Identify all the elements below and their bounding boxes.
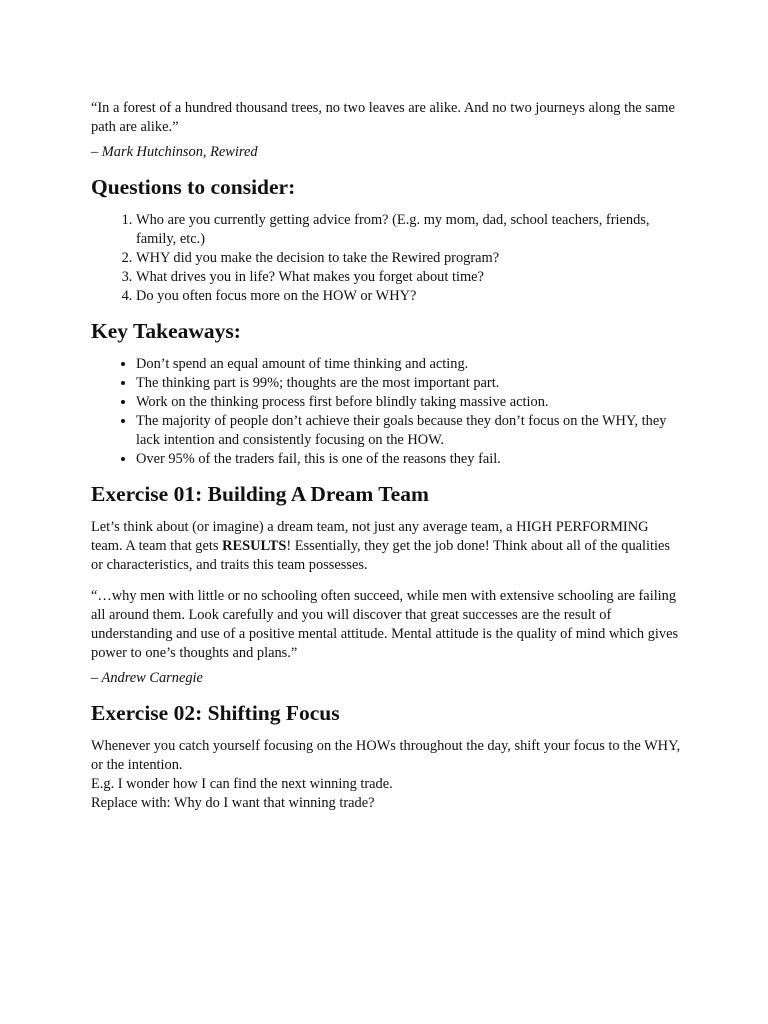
takeaways-list xyxy=(91,355,681,469)
questions-heading: Questions to consider: xyxy=(91,175,296,199)
carnegie-attribution: – Andrew Carnegie xyxy=(91,670,203,686)
exercise-02-example: E.g. I wonder how I can find the next winning trade. xyxy=(91,776,393,792)
exercise-01-paragraph xyxy=(91,518,681,575)
exercise-01-text-start: Let’s think about (or imagine) a dream team, not just any average team, a HIGH PERFORMING team. A team that gets xyxy=(91,519,649,554)
question-item: 3. What drives you in life? What makes you forget about time? xyxy=(136,268,681,287)
takeaway-item: • The majority of people don’t achieve their goals because they don’t focus on the WHY, they lack intention and consistently focusing on the HOW. xyxy=(136,412,681,450)
takeaway-item: • The thinking part is 99%; thoughts are the most important part. xyxy=(136,374,681,393)
exercise-02-heading: Exercise 02: Shifting Focus xyxy=(91,701,340,725)
results-bold-text: RESULTS xyxy=(222,538,287,554)
takeaways-heading: Key Takeaways: xyxy=(91,319,241,343)
opening-quote-attribution: – Mark Hutchinson, Rewired xyxy=(91,144,258,160)
carnegie-quote: “…why men with little or no schooling often succeed, while men with extensive schooling are failing all around them. Look carefully and you will discover that great successes are the result of understanding and use of a positive mental attitude. Mental attitude is the quality of mind which gives power to one’s thoughts and plans.” xyxy=(91,588,679,661)
exercise-01-text-end: ! Essentially, they get the job done! Think about all of the qualities or characteristics, and traits this team possesses. xyxy=(91,538,671,573)
question-item: 4. Do you often focus more on the HOW or WHY? xyxy=(136,287,681,306)
exercise-01-heading: Exercise 01: Building A Dream Team xyxy=(91,482,429,506)
questions-list xyxy=(91,211,681,306)
exercise-02-paragraph: Whenever you catch yourself focusing on the HOWs throughout the day, shift your focus to the WHY, or the intention. xyxy=(91,738,681,773)
opening-quote: “In a forest of a hundred thousand trees, no two leaves are alike. And no two journeys along the same path are alike.” xyxy=(91,100,675,135)
takeaway-item: • Over 95% of the traders fail, this is one of the reasons they fail. xyxy=(136,450,681,469)
takeaway-item: • Work on the thinking process first before blindly taking massive action. xyxy=(136,393,681,412)
exercise-02-replacement: Replace with: Why do I want that winning trade? xyxy=(91,795,375,811)
document-body xyxy=(91,99,681,813)
takeaway-item: • Don’t spend an equal amount of time thinking and acting. xyxy=(136,355,681,374)
question-item: 2. WHY did you make the decision to take the Rewired program? xyxy=(136,249,681,268)
question-item: 1. Who are you currently getting advice from? (E.g. my mom, dad, school teachers, friends, family, etc.) xyxy=(136,211,681,249)
